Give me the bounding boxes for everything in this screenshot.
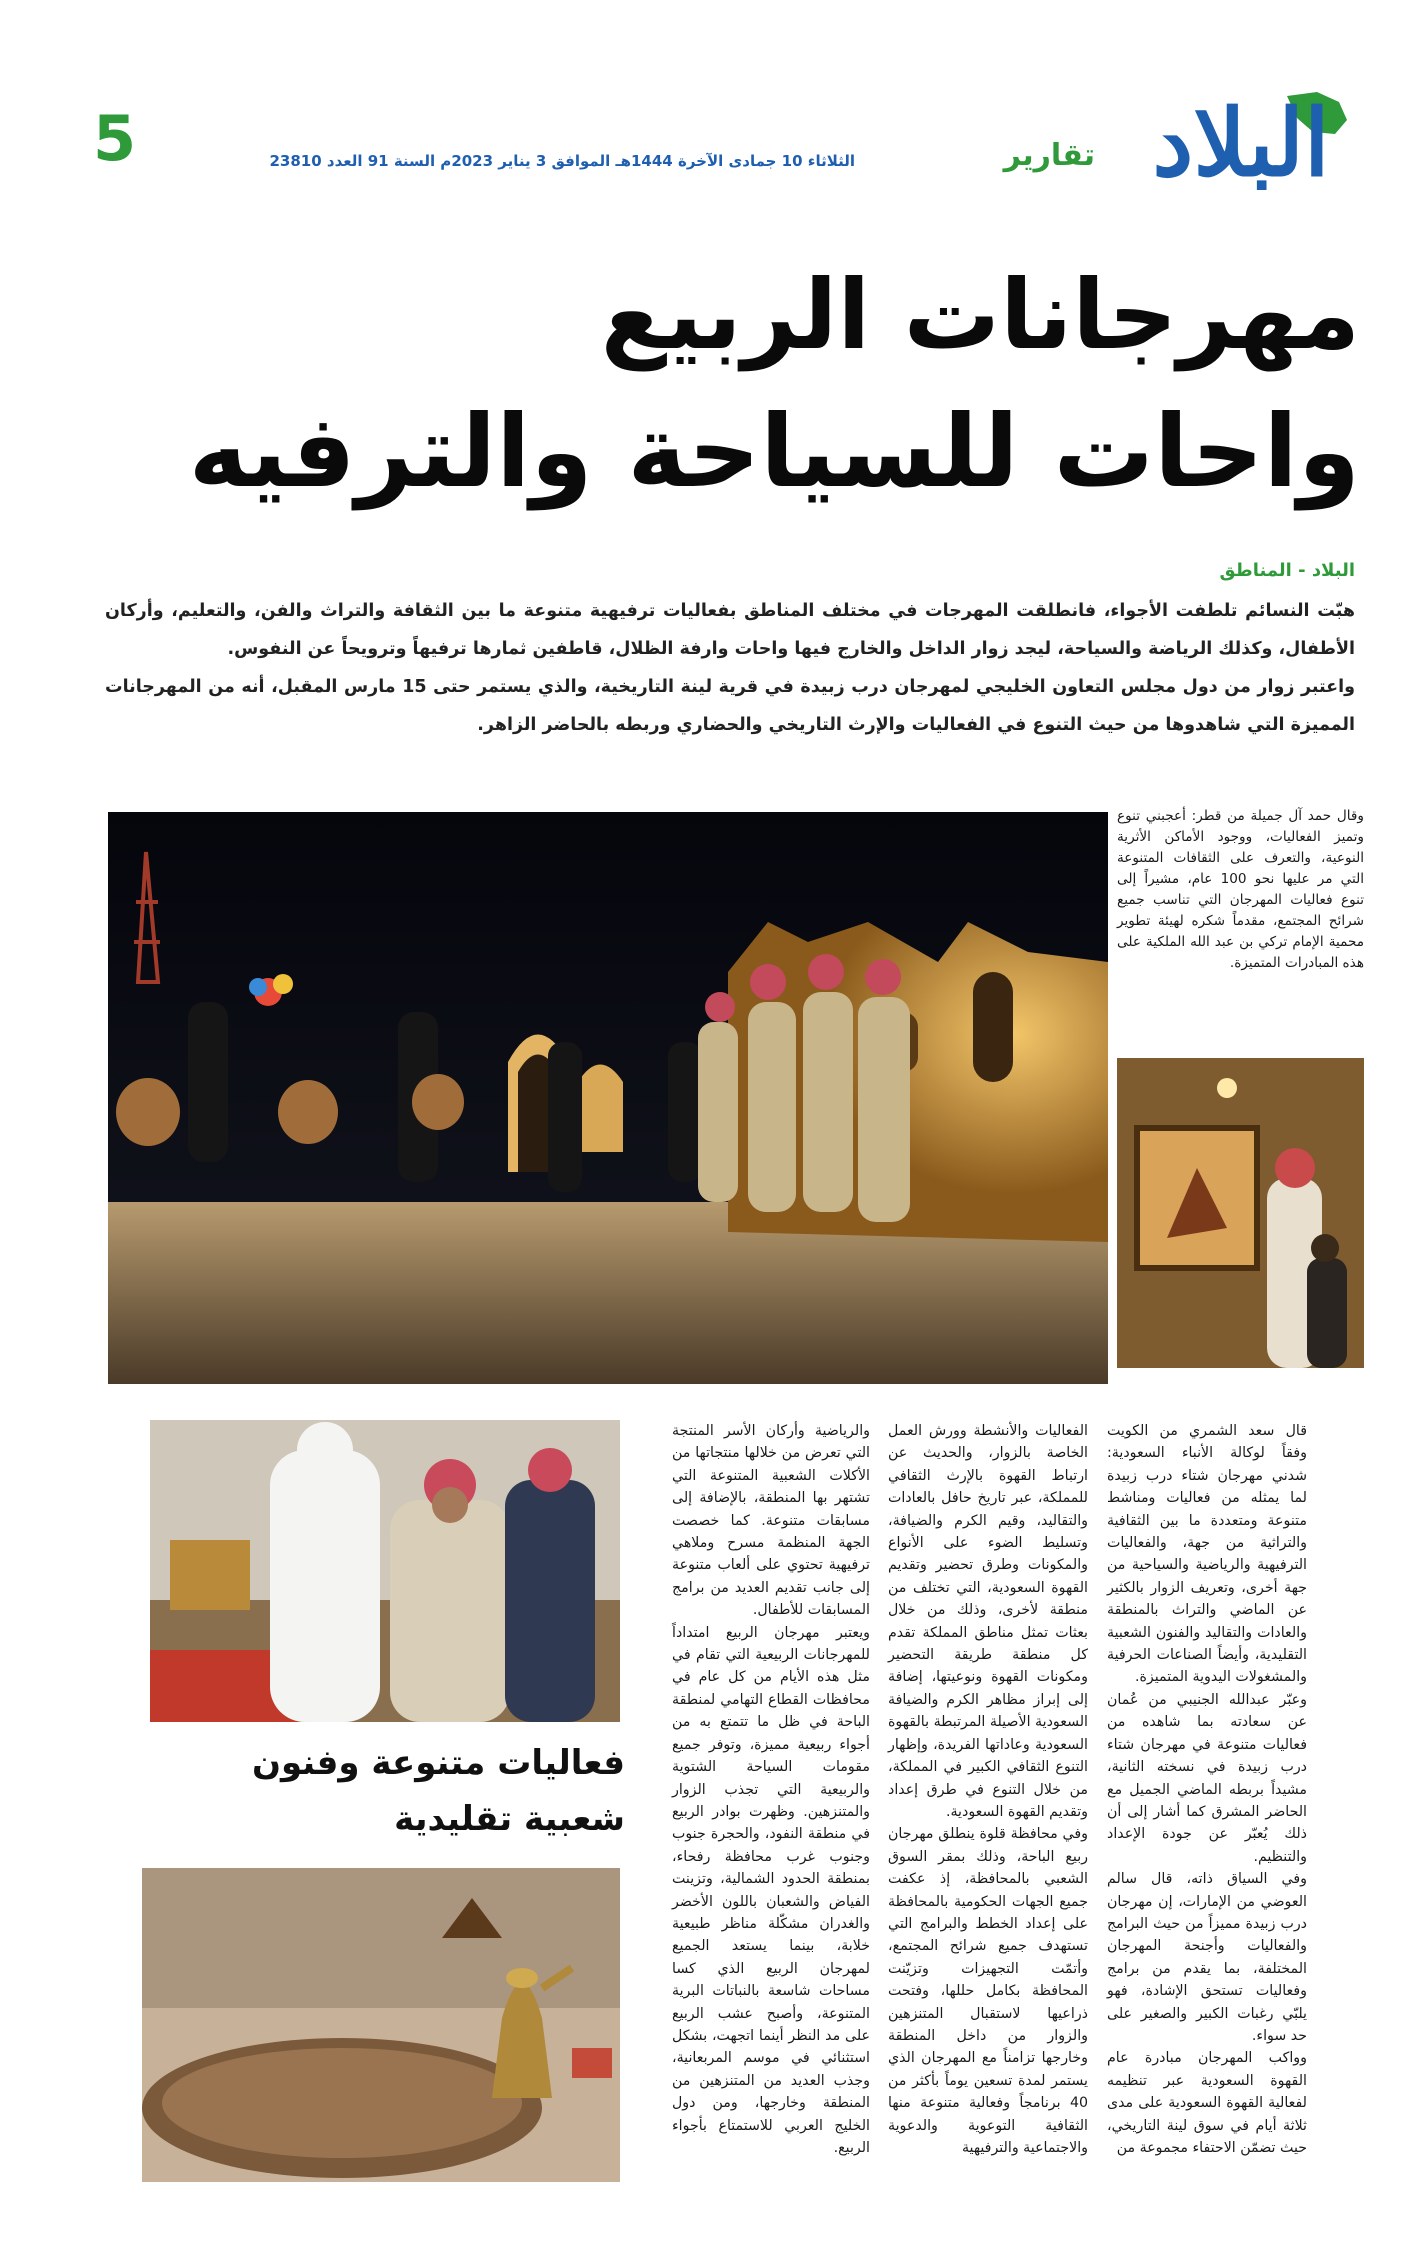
column-1-paragraph-2: وعبّر عبدالله الجنيبي من عُمان عن سعادته بما شاهده من فعاليات متنوعة في مهرجان شتاء درب زبيدة في نسخته الثانية، مشيداً بربطه الماضي الجميل مع الحاضر المشرق كما أشار إلى أن ذلك يُعبّر عن جودة الإعداد والتنظيم. bbox=[1107, 1691, 1307, 1865]
column-2-paragraph-2: وفي محافظة قلوة ينطلق مهرجان ربيع الباحة، وذلك بمقر السوق الشعبي بالمحافظة، إذ عكفت جميع الجهات الحكومية بالمحافظة على إعداد الخطط والبرامج التي تستهدف جميع شرائح المجتمع، وأتمّت التجهيزات وتزيّنت المحافظة بكامل حللها، وفتحت ذراعيها لاستقبال المتنزهين والزوار من داخل المنطقة وخارجها تزامناً مع المهرجان الذي يستمر لمدة تسعين يوماً بأكثر من 40 برنامجاً وفعالية متنوعة منها الثقافية التوعوية والدعوية والاجتماعية والترفيهية bbox=[888, 1826, 1088, 2156]
column-3 bbox=[672, 1420, 870, 2159]
subheading-line-1: فعاليات متنوعة وفنون bbox=[251, 1743, 625, 1783]
lead-paragraph-1: هبّت النسائم تلطفت الأجواء، فانطلقت المهرجات في مختلف المناطق بفعاليات ترفيهية متنوعة ما بين الثقافة والتراث والفن، والتعليم، وأركان الأطفال، وكذلك الرياضة والسياحة، ليجد زوار الداخل والخارج فيها واحات وارفة الظلال، قاطفين ثمارها ترفيهاً وترويحاً عن النفوس. bbox=[105, 601, 1355, 659]
main-photo-folk-dance bbox=[108, 812, 1108, 1384]
section-label: تقارير bbox=[1003, 138, 1095, 173]
subheading bbox=[215, 1735, 625, 1847]
logo-text: البلاد bbox=[1152, 89, 1330, 197]
subheading-line-2: شعبية تقليدية bbox=[394, 1799, 625, 1839]
page-number: 5 bbox=[93, 102, 137, 175]
photo-market-visitors bbox=[150, 1420, 620, 1722]
side-paragraph: وقال حمد آل جميلة من قطر: أعجبني تنوع وتميز الفعاليات، ووجود الأماكن الأثرية النوعية، والتعرف على الثقافات المتنوعة التي مر عليها نحو 100 عام، مشيراً إلى تنوع فعاليات المهرجان التي تناسب جميع شرائح المجتمع، مقدماً شكره لهيئة تطوير محمية الإمام تركي بن عبد الله الملكية على هذه المبادرات المتميزة. bbox=[1117, 808, 1364, 971]
column-2 bbox=[888, 1420, 1088, 2159]
newspaper-logo bbox=[1117, 88, 1365, 198]
date-line: الثلاثاء 10 جمادى الآخرة 1444هـ الموافق 3 يناير 2023م السنة 91 العدد 23810 bbox=[269, 152, 855, 170]
headline-line-2: واحات للسياحة والترفيه bbox=[188, 393, 1360, 510]
side-column-text bbox=[1117, 806, 1364, 974]
column-3-paragraph-1: والرياضية وأركان الأسر المنتجة التي تعرض من خلالها منتجاتها من الأكلات الشعبية المتنوعة التي تشتهر بها المنطقة، بالإضافة إلى مسابقات متنوعة. كما خصصت الجهة المنظمة مسرح وملاهي ترفيهية تحتوي على ألعاب متنوعة إلى جانب تقديم العديد من برامج المسابقات للأطفال. bbox=[672, 1423, 870, 1619]
column-3-paragraph-2: ويعتبر مهرجان الربيع امتداداً للمهرجانات الربيعية التي تقام في مثل هذه الأيام من كل عام في محافظات القطاع التهامي لمنطقة الباحة في ظل ما تتمتع به من أجواء ربيعية مميزة، وتوفر جميع مقومات السياحة الشتوية والربيعية التي تجذب الزوار والمتنزهين. وظهرت بوادر الربيع في منطقة النفود، والحجرة جنوب وجنوب غرب محافظة رفحاء، بمنطقة الحدود الشمالية، وتزينت الفياض والشعبان باللون الأخضر والغدران مشكّلة مناظر طبيعية خلابة، بينما يستعد الجميع لمهرجان الربيع الذي كسا مساحات شاسعة بالنباتات البرية المتنوعة، وأصبح عشب الربيع على مد النظر أينما اتجهت، بشكل استثنائي في موسم المربعانية، وجذب العديد من المتنزهين من المنطقة وخارجها، ومن دول الخليج العربي للاستمتاع بأجواء الربيع. bbox=[672, 1624, 870, 2156]
side-photo-gallery bbox=[1117, 1058, 1364, 1368]
photo-coffee-display bbox=[142, 1868, 620, 2182]
column-1-paragraph-4: وواكب المهرجان مبادرة عام القهوة السعودية عبر تنظيمه لفعالية القهوة السعودية على مدى ثلاثة أيام في سوق لينة التاريخي، حيث تضمّن الاحتفاء مجموعة من bbox=[1107, 2050, 1307, 2156]
lead-paragraph-2: واعتبر زوار من دول مجلس التعاون الخليجي لمهرجان درب زبيدة في قرية لينة التاريخية، والذي يستمر حتى 15 مارس المقبل، أنه من المهرجانات المميزة التي شاهدوها من حيث التنوع في الفعاليات والإرث التاريخي والحضاري وربطه بالحاضر الزاهر. bbox=[105, 677, 1355, 735]
column-2-paragraph-1: الفعاليات والأنشطة وورش العمل الخاصة بالزوار، والحديث عن ارتباط القهوة بالإرث الثقافي للمملكة، عبر تاريخ حافل بالعادات والتقاليد، وقيم الكرم والضيافة، وتسليط الضوء على الأنواع والمكونات وطرق تحضير وتقديم القهوة السعودية، التي تختلف من منطقة لأخرى، وذلك من خلال بعثات تمثل مناطق المملكة تقدم كل منطقة طريقة التحضير ومكونات القهوة ونوعيتها، إضافة إلى إبراز مظاهر الكرم والضيافة السعودية الأصيلة المرتبطة بالقهوة السعودية وعاداتها الفريدة، وإظهار التنوع الثقافي الكبير في المملكة، من خلال التنوع في طرق إعداد وتقديم القهوة السعودية. bbox=[887, 1423, 1088, 1820]
lead-paragraphs bbox=[105, 592, 1355, 744]
column-1-paragraph-3: وفي السياق ذاته، قال سالم العوضي من الإمارات، إن مهرجان درب زبيدة مميزاً من حيث البرامج والفعاليات وأجنحة المهرجان المختلفة، بما يقدم من برامج وفعاليات تستحق الإشادة، فهو يلبّي رغبات الكبير والصغير على حد سواء. bbox=[1107, 1871, 1307, 2044]
column-1-paragraph-1: قال سعد الشمري من الكويت وفقاً لوكالة الأنباء السعودية: شدني مهرجان شتاء درب زبيدة لما يمثله من فعاليات ومناشط متنوعة ومتعددة ما بين الثقافية والتراثية من جهة، والفعاليات الترفيهية والرياضية والسياحية من جهة أخرى، وتعريف الزوار بالكثير عن الماضي والتراث بالمنطقة والعادات والتقاليد والفنون الشعبية التقليدية، وأيضاً الصناعات الحرفية والمشغولات اليدوية المتميزة. bbox=[1107, 1423, 1307, 1686]
column-1 bbox=[1107, 1420, 1307, 2159]
headline-line-1: مهرجانات الربيع bbox=[600, 259, 1360, 371]
byline: البلاد - المناطق bbox=[1219, 560, 1355, 581]
